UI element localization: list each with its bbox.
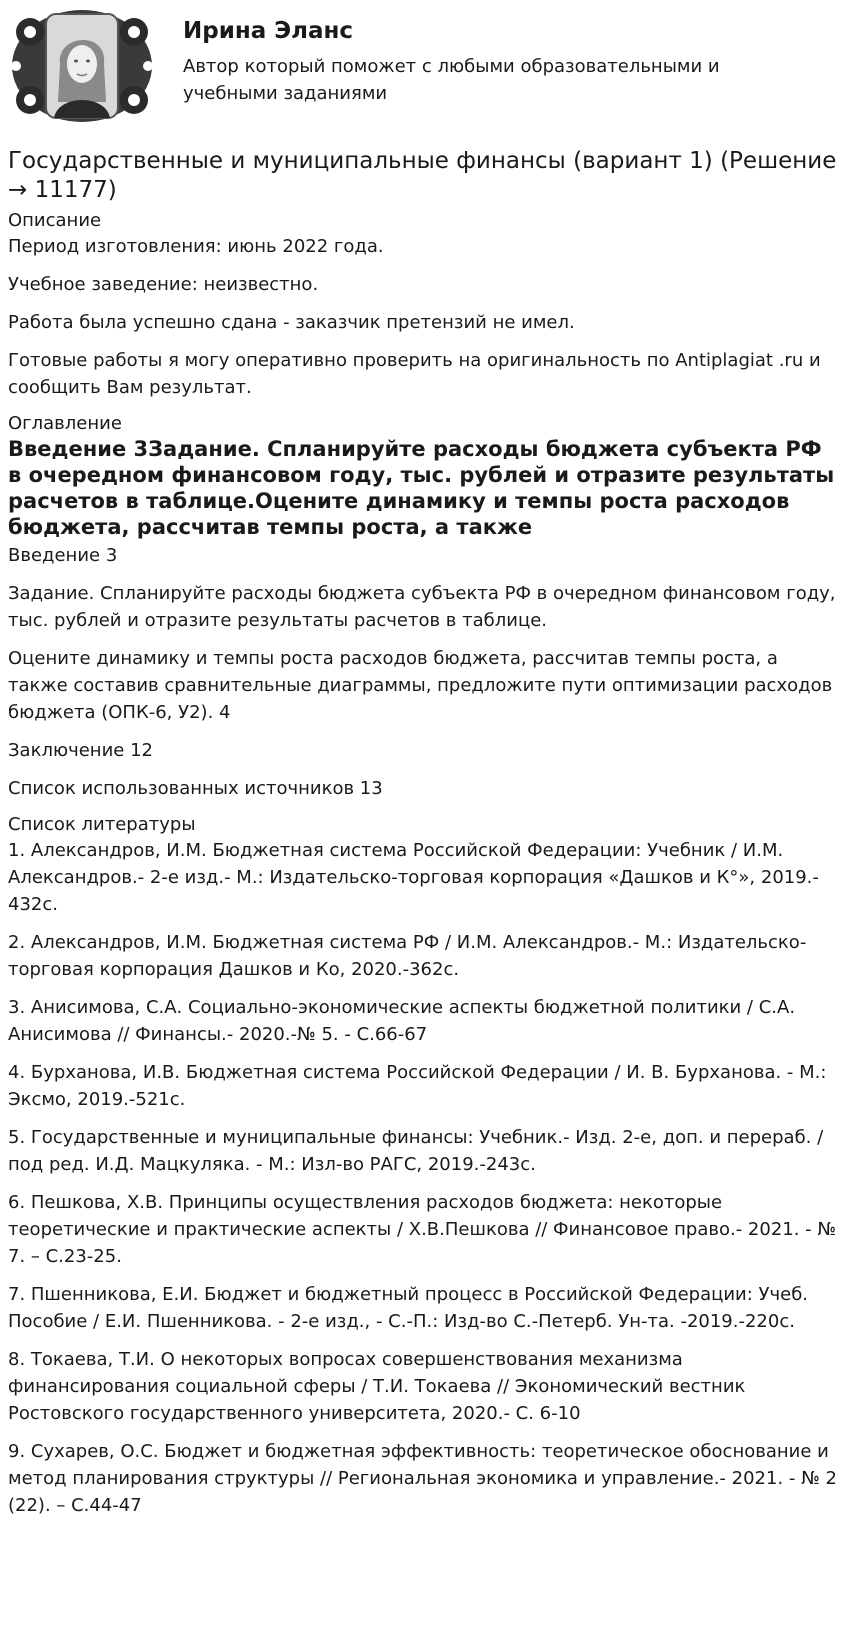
reference-item: 9. Сухарев, О.С. Бюджет и бюджетная эффективность: теоретическое обоснование и метод планирования структуры // Региональная экономика и управление.- 2021. - № 2 (22). – С.44-47 — [8, 1441, 837, 1516]
reference-item: 3. Анисимова, С.А. Социально-экономические аспекты бюджетной политики / С.А. Анисимова // Финансы.- 2020.-№ 5. - С.66-67 — [8, 997, 796, 1045]
toc-item: Оцените динамику и темпы роста расходов бюджета, рассчитав темпы роста, а также составив сравнительные диаграммы, предложите пути оптимизации расходов бюджета (ОПК-6, У2). 4 — [8, 648, 833, 723]
description-paragraph: Период изготовления: июнь 2022 года. — [8, 236, 384, 257]
reference-item: 8. Токаева, Т.И. О некоторых вопросах совершенствования механизма финансирования социальной сферы / Т.И. Токаева // Экономический вестник Ростовского государственного университета, 2020.- С. 6-10 — [8, 1349, 746, 1424]
toc-item: Заключение 12 — [8, 740, 153, 761]
author-card — [8, 6, 838, 128]
description-paragraph: Готовые работы я могу оперативно проверить на оригинальность по Antiplagiat .ru и сообщить Вам результат. — [8, 350, 821, 398]
description-paragraph: Работа была успешно сдана - заказчик претензий не имел. — [8, 312, 575, 333]
description-block — [8, 233, 838, 401]
toc-item: Задание. Спланируйте расходы бюджета субъекта РФ в очередном финансовом году, тыс. рублей и отразите результаты расчетов в таблице. — [8, 583, 836, 631]
reference-item: 6. Пешкова, Х.В. Принципы осуществления расходов бюджета: некоторые теоретические и практические аспекты / Х.В.Пешкова // Финансовое право.- 2021. - № 7. – С.23-25. — [8, 1192, 837, 1267]
toc-item: Введение 3 — [8, 545, 118, 566]
reference-item: 7. Пшенникова, Е.И. Бюджет и бюджетный процесс в Российской Федерации: Учеб. Пособие / Е.И. Пшенникова. - 2-е изд., - С.-П.: Изд-во С.-Петерб. Ун-та. -2019.-220с. — [8, 1284, 809, 1332]
description-label: Описание — [8, 210, 102, 231]
toc-item: Список использованных источников 13 — [8, 778, 383, 799]
reference-item: 2. Александров, И.М. Бюджетная система РФ / И.М. Александров.- М.: Издательско-торговая корпорация Дашков и Ко, 2020.-362с. — [8, 932, 807, 980]
reference-item: 4. Бурханова, И.В. Бюджетная система Российской Федерации / И. В. Бурханова. - М.: Эксмо, 2019.-521с. — [8, 1062, 827, 1110]
document-title: Государственные и муниципальные финансы (вариант 1) (Решение → 11177) — [8, 148, 837, 203]
author-name[interactable]: Ирина Эланс — [183, 18, 354, 44]
reference-item: 1. Александров, И.М. Бюджетная система Российской Федерации: Учебник / И.М. Александров.- 2-е изд.- М.: Издательско-торговая корпорация «Дашков и К°», 2019.- 432с. — [8, 840, 819, 915]
document-content — [8, 147, 838, 1530]
toc-list — [8, 542, 838, 802]
author-description: Автор который поможет с любыми образовательными и учебными заданиями — [183, 56, 720, 104]
toc-label: Оглавление — [8, 413, 122, 434]
references-label: Список литературы — [8, 814, 196, 835]
reference-item: 5. Государственные и муниципальные финансы: Учебник.- Изд. 2-е, доп. и перераб. / под ред. И.Д. Мацкуляка. - М.: Изл-во РАГС, 2019.-243с. — [8, 1127, 824, 1175]
author-avatar-icon[interactable] — [8, 6, 156, 126]
toc-heading: Введение 3Задание. Спланируйте расходы бюджета субъекта РФ в очередном финансовом году, тыс. рублей и отразите результаты расчетов в таблице.Оцените динамику и темпы роста расходов бюджета, рассчитав темпы роста, а также — [8, 437, 835, 539]
description-paragraph: Учебное заведение: неизвестно. — [8, 274, 319, 295]
references-list — [8, 837, 838, 1519]
